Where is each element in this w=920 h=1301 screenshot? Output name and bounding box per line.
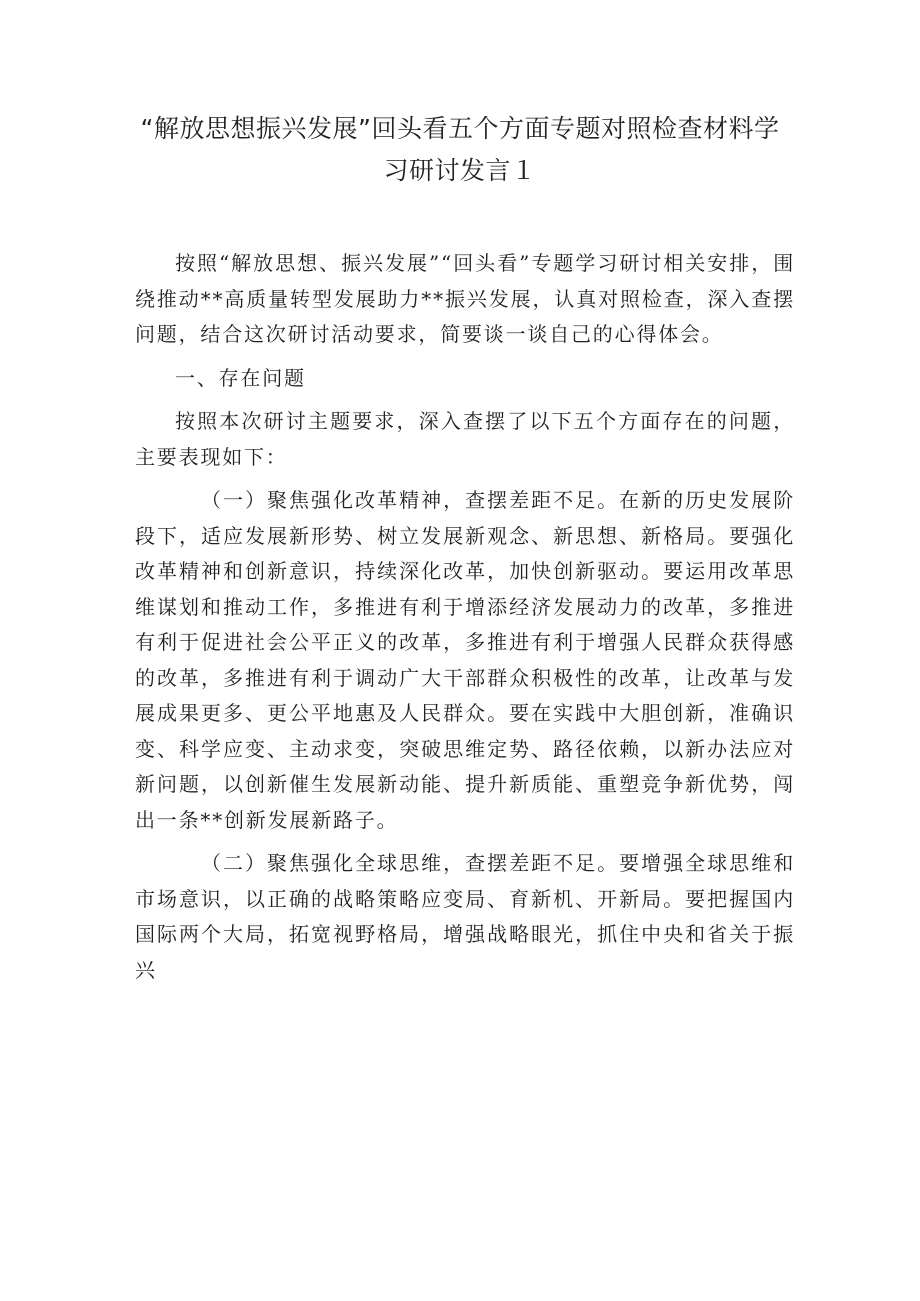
section-heading: 一、存在问题	[175, 365, 306, 390]
problems-intro-paragraph: 按照本次研讨主题要求，深入查摆了以下五个方面存在的问题，主要表现如下：	[135, 409, 795, 469]
document-body	[135, 246, 795, 988]
intro-paragraph: 按照“解放思想、振兴发展”“回头看”专题学习研讨相关安排，围绕推动**高质量转型发展助力**振兴发展，认真对照检查，深入查摆问题，结合这次研讨活动要求，简要谈一谈自己的心得体会。	[135, 251, 795, 346]
problem-item-2-paragraph: （二）聚焦强化全球思维，查摆差距不足。要增强全球思维和市场意识，以正确的战略策略应变局、育新机、开新局。要把握国内国际两个大局，拓宽视野格局，增强战略眼光，抓住中央和省关于振兴	[135, 851, 795, 982]
problem-item-1-paragraph: （一）聚焦强化改革精神，查摆差距不足。在新的历史发展阶段下，适应发展新形势、树立发展新观念、新思想、新格局。要强化改革精神和创新意识，持续深化改革，加快创新驱动。要运用改革思维谋划和推动工作，多推进有利于增添经济发展动力的改革，多推进有利于促进社会公平正义的改革，多推进有利于增强人民群众获得感的改革，多推进有利于调动广大干部群众积极性的改革，让改革与发展成果更多、更公平地惠及人民群众。要在实践中大胆创新，准确识变、科学应变、主动求变，突破思维定势、路径依赖，以新办法应对新问题，以创新催生发展新动能、提升新质能、重塑竞争新优势，闯出一条**创新发展新路子。	[135, 488, 795, 832]
document-title: “解放思想振兴发展”回头看五个方面专题对照检查材料学习研讨发言１	[140, 114, 780, 185]
